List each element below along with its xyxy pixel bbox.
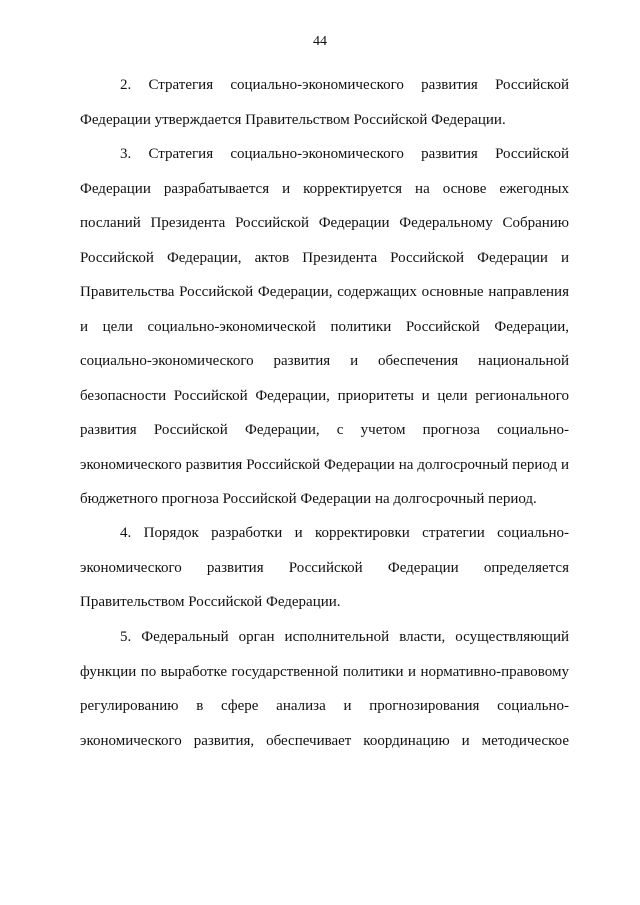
page-number: 44 [313,34,327,49]
paragraph-line: Федерации утверждается Правительством Российской Федерации. [80,111,506,128]
paragraph-line: и цели социально-экономической политики Российской Федерации, [80,318,569,335]
paragraph-line: экономического развития Российской Федерации определяется [80,559,569,576]
paragraph-line: 4. Порядок разработки и корректировки стратегии социально- [120,525,569,541]
paragraph-2 [80,68,569,137]
paragraph-line: социально-экономического развития и обеспечения национальной [80,353,569,369]
paragraph-line: посланий Президента Российской Федерации Федеральному Собранию [80,215,569,231]
paragraph-line: 2. Стратегия социально-экономического развития Российской [120,77,569,93]
paragraph-3 [80,137,569,517]
paragraph-line: регулированию в сфере анализа и прогнозирования социально- [80,698,569,714]
paragraph-line: Правительством Российской Федерации. [80,594,341,610]
paragraph-line: функции по выработке государственной политики и нормативно-правовому [80,663,569,680]
paragraph-line: 5. Федеральный орган исполнительной власти, осуществляющий [120,629,569,645]
paragraph-line: экономического развития, обеспечивает координацию и методическое [80,732,569,749]
paragraph-line: развития Российской Федерации, с учетом прогноза социально- [80,422,569,438]
paragraph-line: безопасности Российской Федерации, приоритеты и цели регионального [80,387,569,404]
paragraph-4 [80,516,569,620]
paragraph-line: Федерации разрабатывается и корректируется на основе ежегодных [80,180,569,197]
paragraph-line: экономического развития Российской Федерации на долгосрочный период и [80,456,569,473]
paragraph-line: бюджетного прогноза Российской Федерации на долгосрочный период. [80,491,537,507]
paragraph-line: Правительства Российской Федерации, содержащих основные направления [80,284,569,300]
paragraph-line: 3. Стратегия социально-экономического развития Российской [120,146,569,162]
paragraph-5 [80,620,569,758]
paragraph-line: Российской Федерации, актов Президента Российской Федерации и [80,249,569,266]
